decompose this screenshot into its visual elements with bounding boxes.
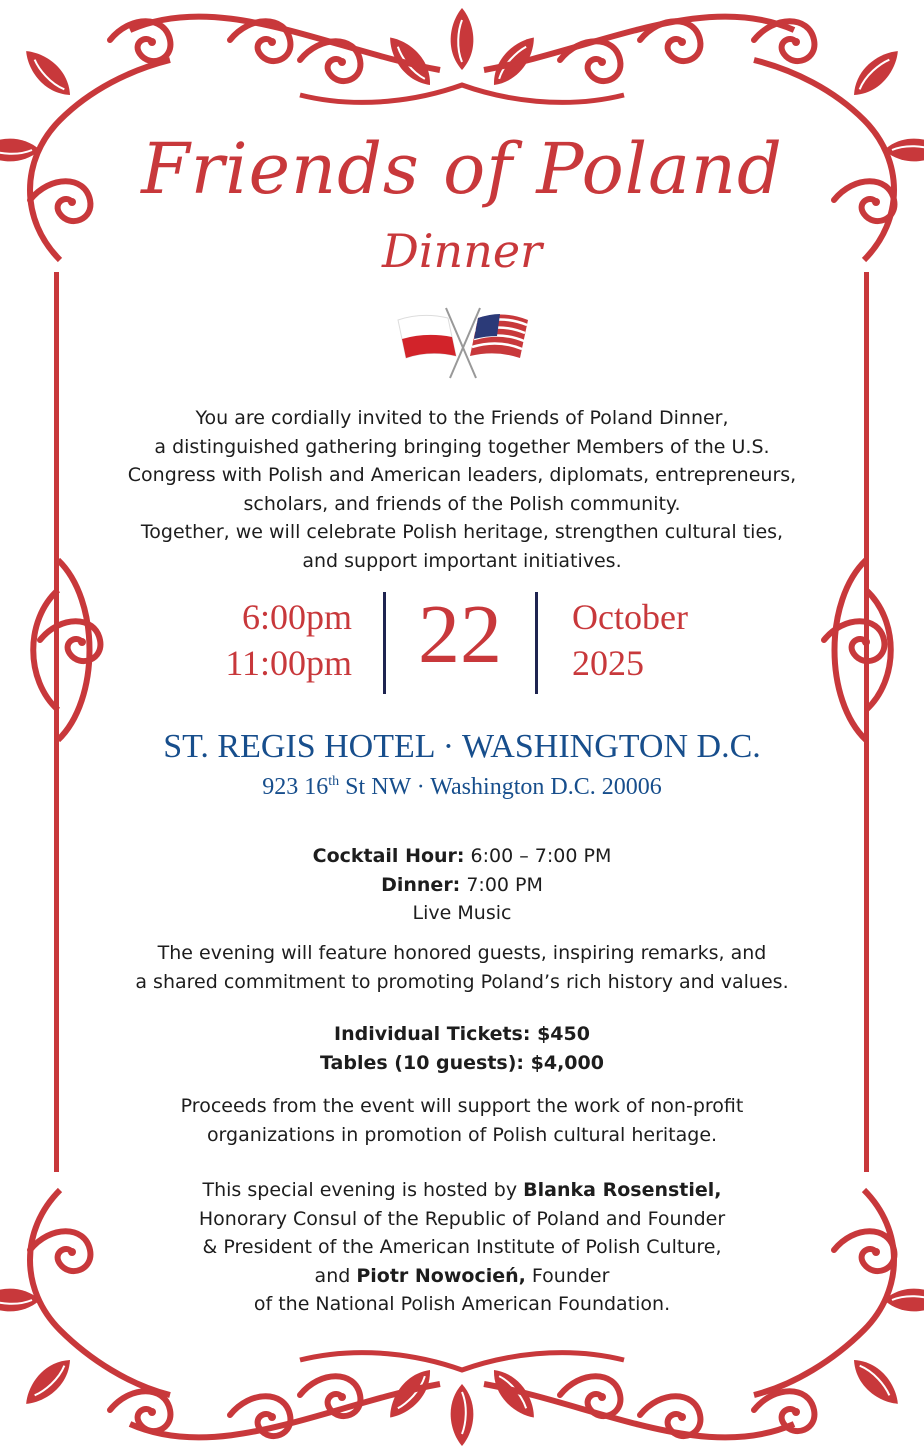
host-line: Honorary Consul of the Republic of Poland and Founder <box>198 1207 726 1230</box>
schedule <box>100 842 824 928</box>
host-role: Founder <box>525 1264 610 1287</box>
end-time: 11:00pm <box>225 643 352 683</box>
feature-paragraph <box>100 939 824 996</box>
host-line: of the National Polish American Foundation. <box>253 1293 671 1315</box>
intro-line: You are cordially invited to the Friends of Poland Dinner, <box>195 407 729 429</box>
intro-line: and support important initiatives. <box>302 549 622 572</box>
host-intro: This special evening is hosted by <box>202 1179 524 1201</box>
address-number: 923 16 <box>262 774 329 800</box>
live-music: Live Music <box>412 902 512 924</box>
intro-paragraph <box>100 404 824 575</box>
date-block <box>0 590 924 700</box>
dinner-label: Dinner: <box>381 873 461 896</box>
host-and: and <box>314 1264 357 1287</box>
event-title: Friends of Poland <box>141 128 783 210</box>
cocktail-line <box>100 842 824 871</box>
intro-line: Congress with Polish and American leaders, diplomats, entrepreneurs, <box>127 464 797 486</box>
intro-line: scholars, and friends of the Polish community. <box>243 492 681 515</box>
crossed-poland-usa-flags-icon <box>396 306 530 380</box>
event-day: 22 <box>418 588 502 681</box>
venue-address <box>0 774 924 801</box>
dinner-time: 7:00 PM <box>460 873 543 896</box>
intro-line: Together, we will celebrate Polish heritage, strengthen cultural ties, <box>140 521 784 543</box>
table-price: Tables (10 guests): $4,000 <box>320 1051 604 1074</box>
venue-name: ST. REGIS HOTEL · WASHINGTON D.C. <box>163 728 761 765</box>
cocktail-time: 6:00 – 7:00 PM <box>464 845 612 867</box>
feature-line: The evening will feature honored guests, inspiring remarks, and <box>157 942 767 964</box>
event-year: 2025 <box>572 643 644 683</box>
dinner-line <box>100 871 824 900</box>
event-subtitle: Dinner <box>381 224 543 278</box>
proceeds-line: organizations in promotion of Polish cultural heritage. <box>206 1123 718 1146</box>
individual-ticket-price: Individual Tickets: $450 <box>334 1023 590 1045</box>
host-line: & President of the American Institute of Polish Culture, <box>202 1236 722 1258</box>
address-ordinal: th <box>328 774 340 789</box>
feature-line: a shared commitment to promoting Poland’s rich history and values. <box>135 970 789 993</box>
host-name-2: Piotr Nowocień, <box>356 1264 526 1287</box>
proceeds-line: Proceeds from the event will support the work of non-profit <box>180 1095 744 1117</box>
host-line <box>100 1176 824 1205</box>
divider-left <box>383 592 386 694</box>
proceeds-paragraph <box>100 1092 824 1149</box>
ticket-prices <box>100 1020 824 1077</box>
host-paragraph <box>100 1176 824 1319</box>
event-month: October <box>572 597 688 637</box>
divider-right <box>535 592 538 694</box>
intro-line: a distinguished gathering bringing together Members of the U.S. <box>154 435 770 458</box>
start-time: 6:00pm <box>241 597 352 637</box>
host-line <box>100 1262 824 1291</box>
address-rest: St NW · Washington D.C. 20006 <box>339 774 662 800</box>
host-name-1: Blanka Rosenstiel, <box>523 1179 722 1201</box>
cocktail-label: Cocktail Hour: <box>312 845 465 867</box>
